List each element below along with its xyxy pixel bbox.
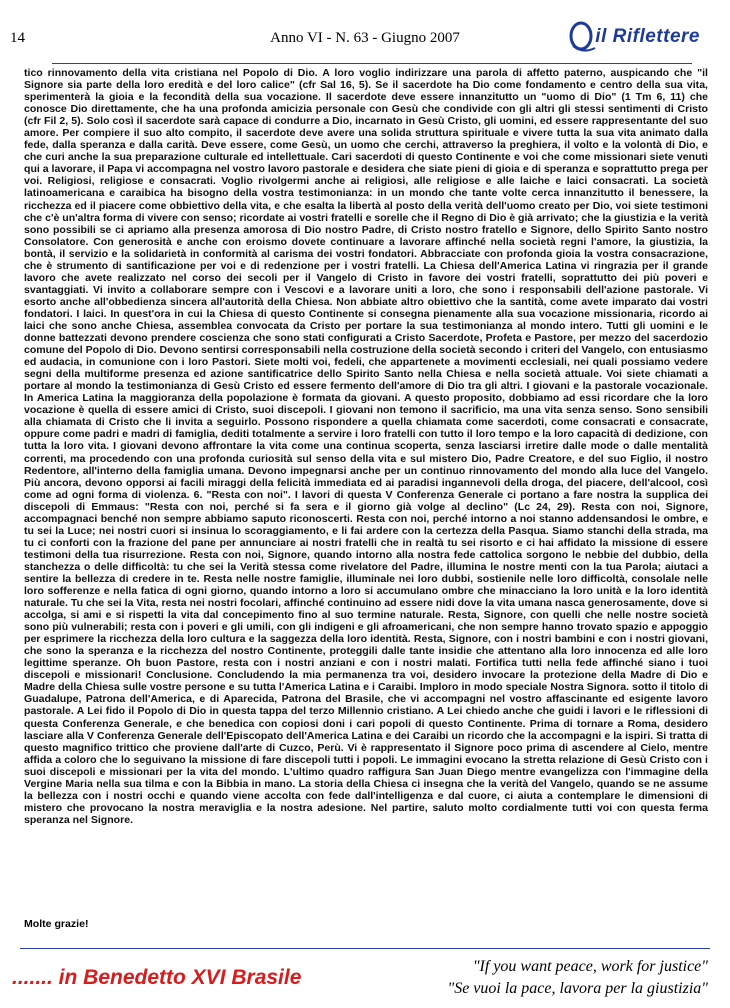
footer-quote-english: "If you want peace, work for justice" [472,958,708,975]
magazine-logo [573,22,700,52]
footer-quote-italian: "Se vuoi la pace, lavora per la giustizia" [447,980,708,997]
article-paragraph: tico rinnovamento della vita cristiana nel Popolo di Dio. A loro voglio indirizzare una parola di affetto paterno, auspicando che "il Signore sia parte della loro eredità e del loro calice" (cfr Sal 16, 5). Se il sacerdote ha Dio come fondamento e centro della sua vita, sperimenterà la gioia e la fecondità della sua vocazione. Il sacerdote deve essere innanzitutto un "uomo di Dio" (1 Tm 6, 11) che conosce Dio direttamente, che ha una profonda amicizia personale con Gesù che condivide con gli altri gli stessi sentimenti di Cristo (cfr Fil 2, 5). Solo così il sacerdote sarà capace di condurre a Dio, incarnato in Gesù Cristo, gli uomini, ed essere rappresentante del suo amore. Per compiere il suo alto compito, il sacerdote deve avere una solida struttura spirituale e vivere tutta la sua vita animato dalla fede, dalla speranza e dalla carità. Deve essere, come Gesù, un uomo che cerchi, attraverso la preghiera, il volto e la volontà di Dio, e che curi anche la sua preparazione culturale ed intellettuale. Cari sacerdoti di questo Continente e voi che come missionari siete venuti qui a lavorare, il Papa vi accompagna nel vostro lavoro pastorale e desidera che siate pieni di gioia e di speranza e soprattutto prega per voi. Religiosi, religiose e consacrati. Voglio rivolgermi anche ai religiosi, alle religiose e alle laiche e laici consacrati. La società latinoamericana e caraibica ha bisogno della vostra testimonianza: in un mondo che tante volte cerca innanzitutto il benessere, la ricchezza ed il piacere come obbiettivo della vita, e che esalta la libertà al posto della verità dell'uomo creato per Dio, voi siete testimoni che c'è un'altra forma di vivere con senso; ricordate ai vostri fratelli e sorelle che il Regno di Dio è già arrivato; che la giustizia e la verità sono possibili se ci apriamo alla presenza amorosa di Dio nostro Padre, di Cristo nostro fratello e Signore, dello Spirito Santo nostro Consolatore. Con generosità e anche con eroismo dovete continuare a lavorare affinché nella società regni l'amore, la giustizia, la bontà, il servizio e la solidarietà in conformità al carisma dei vostri fondatori. Abbracciate con profonda gioia la vostra consacrazione, che è strumento di santificazione per voi e di redenzione per i vostri fratelli. La Chiesa dell'America Latina vi ringrazia per il grande lavoro che avete realizzato nel corso dei secoli per il Vangelo di Cristo in favore dei vostri fratelli, soprattutto dei più poveri e svantaggiati. Vi invito a collaborare sempre con i Vescovi e a lavorare uniti a loro, che sono i responsabili dell'azione pastorale. Vi esorto anche all'obbedienza sincera all'autorità della Chiesa. Non abbiate altro obiettivo che la santità, come avete imparato dai vostri fondatori. I laici. In quest'ora in cui la Chiesa di questo Continente si consegna pienamente alla sua vocazione missionaria, ricordo ai laici che sono anche Chiesa, assemblea convocata da Cristo per portare la sua testimonianza al mondo intero. Tutti gli uomini e le donne battezzati devono prendere coscienza che sono stati configurati a Cristo Sacerdote, Profeta e Pastore, per mezzo del sacerdozio comune del Popolo di Dio. Devono sentirsi corresponsabili nella costruzione della società secondo i criteri del Vangelo, con entusiasmo ed audacia, in comunione con i loro Pastori. Siete molti voi, fedeli, che appartenete a movimenti ecclesiali, nei quali possiamo vedere segni della multiforme presenza ed azione santificatrice dello Spirito Santo nella Chiesa e nella società attuale. Voi siete chiamati a portare al mondo la testimonianza di Gesù Cristo ed essere fermento dell'amore di Dio tra gli altri. I giovani e la pastorale vocazionale. In America Latina la maggioranza della popolazione è formata da giovani. A questo proposito, dobbiamo ad essi ricordare che la loro vocazione è quella di essere amici di Cristo, suoi discepoli. I giovani non temono il sacrificio, ma una vita senza senso. Sono sensibili alla chiamata di Cristo che li invita a seguirlo. Possono rispondere a quella chiamata come sacerdoti, come consacrati e consacrate, oppure come padri e madri di famiglia, dediti totalmente a servire i loro fratelli con tutto il loro tempo e la loro capacità di dedizione, con tutta la loro vita. I giovani devono affrontare la vita come una continua scoperta, senza lasciarsi irretire dalle mode o dalle mentalità correnti, ma procedendo con una profonda curiosità sul senso della vita e sul mistero Dio, Padre Creatore, e del suo Figlio, il nostro Redentore, all'interno della famiglia umana. Devono impegnarsi anche per un continuo rinnovamento del mondo alla luce del Vangelo. Più ancora, devono opporsi ai facili miraggi della felicità immediata ed ai paradisi ingannevoli della droga, del piacere, dell'alcool, così come ad ogni forma di violenza. 6. "Resta con noi". I lavori di questa V Conferenza Generale ci portano a fare nostra la supplica dei discepoli di Emmaus: "Resta con noi, perché si fa sera e il giorno già volge al declino" (Lc 24, 29). Resta con noi, Signore, accompagnaci benché non sempre abbiamo saputo riconoscerti. Resta con noi, perché intorno a noi stanno addensandosi le ombre, e tu sei la Luce; nei nostri cuori si insinua lo scoraggiamento, e li fai ardere con la certezza della Pasqua. Siamo stanchi della strada, ma tu ci conforti con la frazione del pane per annunciare ai nostri fratelli che in realtà tu sei risorto e ci hai affidato la missione di essere testimoni della tua risurrezione. Resta con noi, Signore, quando intorno alla nostra fede cattolica sorgono le nebbie del dubbio, della stanchezza o delle difficoltà: tu che sei la Verità stessa come rivelatore del Padre, illumina le nostre menti con la tua Parola; aiutaci a sentire la bellezza di credere in te. Resta nelle nostre famiglie, illuminale nei loro dubbi, sostienile nelle loro difficoltà, consolale nelle loro sofferenze e nella fatica di ogni giorno, quando intorno a loro si accumulano ombre che minacciano la loro unità e la loro identità naturale. Tu che sei la Vita, resta nei nostri focolari, affinché continuino ad essere nidi dove la vita umana nasca generosamente, dove si accolga, si ami e si rispetti la vita dal concepimento fino al suo termine naturale. Resta, Signore, con quelli che nelle nostre società sono più vulnerabili; resta con i poveri e gli umili, con gli indigeni e gli afroamericani, che non sempre hanno trovato spazio e appoggio per esprimere la ricchezza della loro cultura e la saggezza della loro identità. Resta, Signore, con i nostri bambini e con i nostri giovani, che sono la speranza e la ricchezza del nostro Continente, proteggili dalle tante insidie che attentano alla loro innocenza ed alle loro legittime speranze. Oh buon Pastore, resta con i nostri anziani e con i nostri malati. Fortifica tutti nella fede affinché siano i tuoi discepoli e missionari! Conclusione. Concludendo la mia permanenza tra voi, desidero invocare la protezione della Madre di Dio e Madre della Chiesa sulle vostre persone e su tutta l'America Latina e i Caraibi. Imploro in modo speciale Nostra Signora. sotto il titolo di Guadalupe, Patrona dell'America, e di Aparecida, Patrona del Brasile, che vi accompagni nel vostro affascinante ed esigente lavoro pastorale. A Lei fido il Popolo di Dio in questa tappa del terzo Millennio cristiano. A Lei chiedo anche che guidi i lavori e le riflessioni di questa Conferenza Generale, e che benedica con copiosi doni i cari popoli di questo Continente. Prima di tornare a Roma, desidero lasciare alla V Conferenza Generale dell'Episcopato dell'America Latina e dei Caraibi un ricordo che la accompagni e la ispiri. Si tratta di questo magnifico trittico che proviene dall'arte di Cuzco, Perù. Vi è rappresentato il Signore poco prima di ascendere al Cielo, mentre affida a coloro che lo seguivano la missione di fare discepoli tutti i popoli. Le immagini evocano la stretta relazione di Gesù Cristo con i suoi discepoli e missionari per la vita del mondo. L'ultimo quadro raffigura San Juan Diego mentre evangelizza con l'immagine della Vergine Maria nella sua tilma e con la Bibbia in mano. La storia della Chiesa ci insegna che la verità del Vangelo, quando se ne assume la bellezza con i nostri occhi e quando viene accolta con fede dall'intelligenza e dal cuore, ci aiuta a contemplare le dimensioni di mistero che provocano la nostra meraviglia e la nostra adesione. Nel partire, saluto molto cordialmente tutti voi con questa ferma speranza nel Signore. [24,67,709,826]
logo-text: il Riflettere [595,26,700,47]
article-body [24,67,708,826]
footer-section-title: ....... in Benedetto XVI Brasile [12,966,302,989]
page-number: 14 [10,30,25,46]
footer-quotes [447,956,708,1000]
issue-info: Anno VI - N. 63 - Giugno 2007 [270,30,460,46]
closing-line: Molte grazie! [24,918,89,930]
logo-swirl-icon [569,20,597,52]
header-divider [52,63,692,64]
footer-divider [20,948,710,949]
page-header [0,0,730,62]
